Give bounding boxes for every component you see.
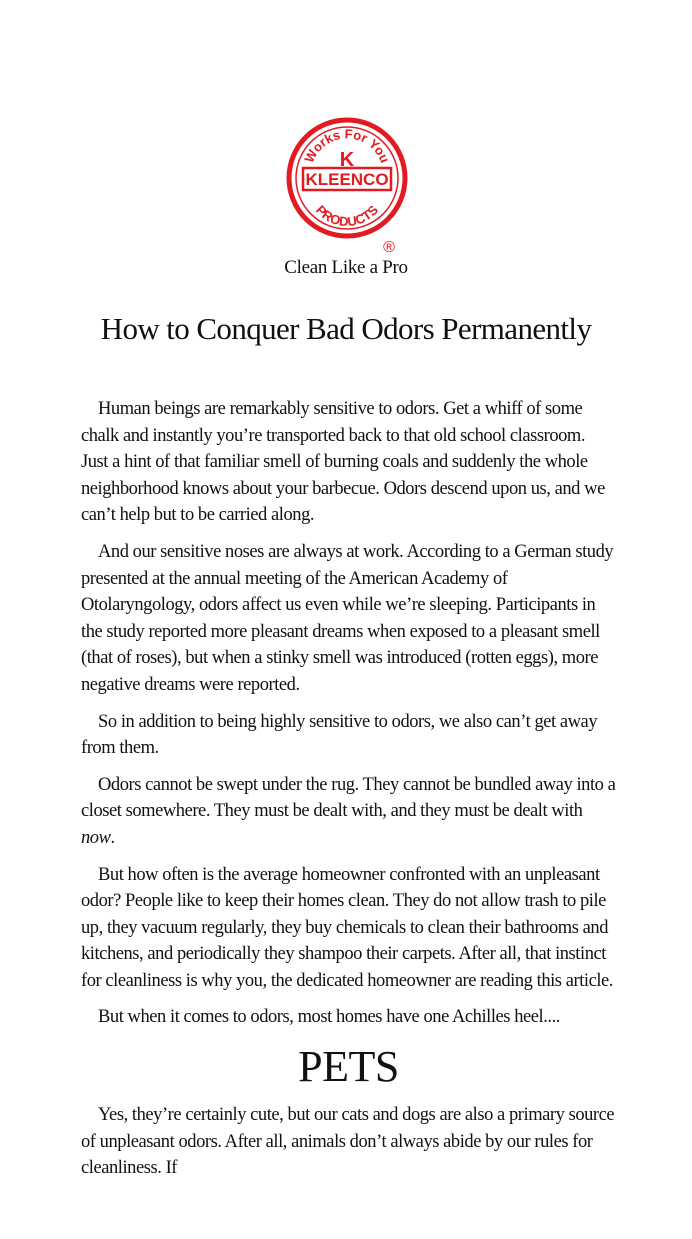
logo-arc-bottom-text: PRODUCTS xyxy=(312,202,382,230)
paragraph-emphasis xyxy=(81,772,616,852)
tagline: Clean Like a Pro xyxy=(284,257,408,278)
page-title: How to Conquer Bad Odors Permanently xyxy=(100,311,592,346)
logo-brand-text: KLEENCO xyxy=(305,170,389,189)
paragraph-end: . xyxy=(110,827,115,848)
logo-arc-top-text: Works For You xyxy=(301,126,393,166)
article-body xyxy=(81,396,616,1192)
paragraph-text: Odors cannot be swept under the rug. They cannot be bundled away into a closet somewhere. They must be dealt with, and they must be dealt with xyxy=(81,774,616,822)
emphasis-word: now xyxy=(81,827,111,848)
paragraph: But how often is the average homeowner confronted with an unpleasant odor? People like to keep their homes clean. They do not allow trash to pile up, they vacuum regularly, they buy chemicals to clean their bathrooms and kitchens, and periodically they shampoo their carpets. After all, that instinct for cleanliness is why you, the dedicated homeowner are reading this article. xyxy=(81,864,613,991)
logo-letter: K xyxy=(339,149,355,171)
kleenco-logo-icon xyxy=(282,108,412,258)
paragraph: And our sensitive noses are always at work. According to a German study presented at the annual meeting of the American Academy of Otolaryngology, odors affect us even while we’re sleeping. Participants in the study reported more pleasant dreams when exposed to a pleasant smell (that of roses), but when a stinky smell was introduced (rotten eggs), more negative dreams were reported. xyxy=(81,541,614,695)
paragraph: So in addition to being highly sensitive to odors, we also can’t get away from them. xyxy=(81,711,598,759)
paragraph: Yes, they’re certainly cute, but our cats and dogs are also a primary source of unpleasant odors. After all, animals don’t always abide by our rules for cleanliness. If xyxy=(81,1105,615,1179)
paragraph: Human beings are remarkably sensitive to odors. Get a whiff of some chalk and instantly you’re transported back to that old school classroom. Just a hint of that familiar smell of burning coals and suddenly the whole neighborhood knows about your barbecue. Odors descend upon us, and we can’t help but to be carried along. xyxy=(81,399,605,526)
paragraph: But when it comes to odors, most homes have one Achilles heel.... xyxy=(98,1007,560,1028)
registered-mark: ® xyxy=(383,239,395,256)
brand-logo xyxy=(282,108,412,258)
section-heading: PETS xyxy=(298,1042,399,1092)
